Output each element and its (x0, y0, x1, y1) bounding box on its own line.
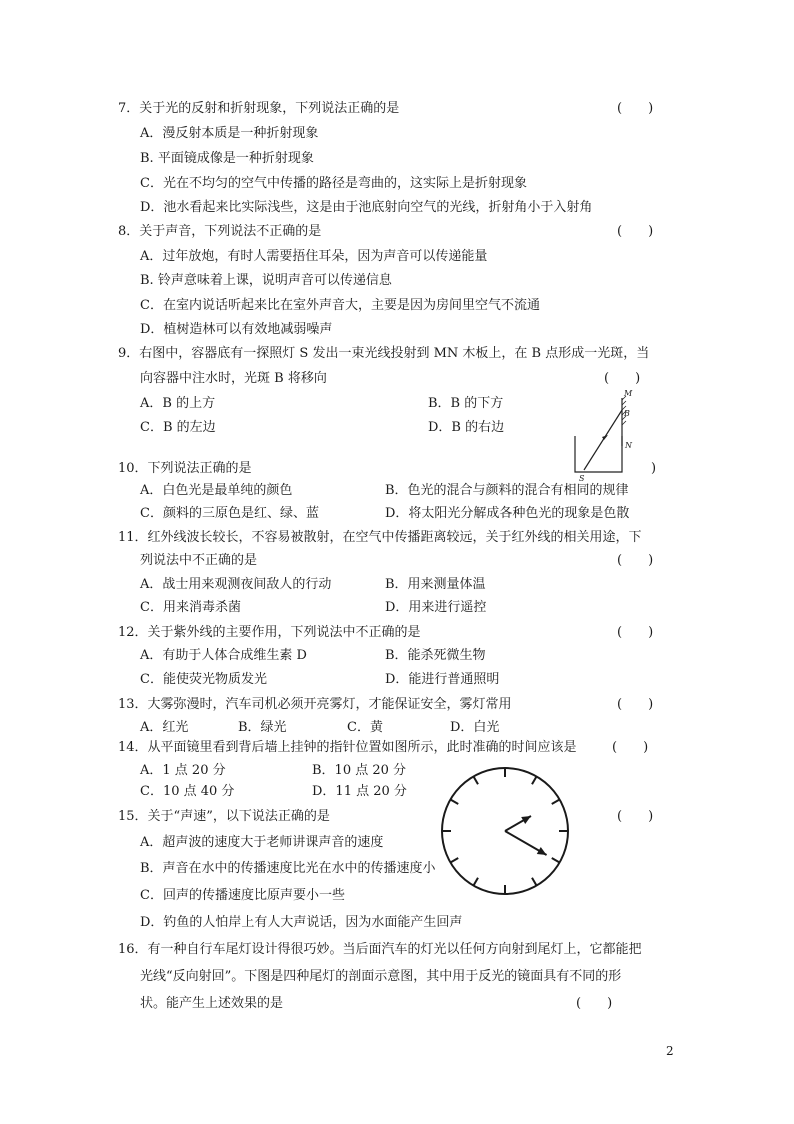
clock-tick (450, 858, 458, 863)
q7-option-d: D．池水看起来比实际浅些，这是由于池底射向空气的光线，折射角小于入射角 (140, 200, 593, 215)
point-b-label: B (624, 409, 630, 418)
q9-option-d: D．B 的右边 (428, 420, 505, 435)
q8-option-c: C．在室内说话听起来比在室外声音大，主要是因为房间里空气不流通 (140, 298, 540, 313)
clock-tick (532, 878, 537, 886)
point-s-label: S (579, 474, 585, 483)
q8-stem: 8．关于声音，下列说法不正确的是 (118, 224, 322, 239)
q14-option-a: A．1 点 20 分 (140, 763, 226, 778)
point-n-label: N (625, 441, 632, 450)
q7-stem: 7．关于光的反射和折射现象，下列说法正确的是 (118, 101, 400, 116)
q14-answer-bracket: ( ) (612, 740, 649, 755)
q7-option-c: C．光在不均匀的空气中传播的路径是弯曲的，这实际上是折射现象 (140, 176, 527, 191)
q12-option-c: C．能使荧光物质发光 (140, 672, 267, 687)
q12-stem: 12．关于紫外线的主要作用，下列说法中不正确的是 (118, 625, 421, 640)
q16-stem: 16．有一种自行车尾灯设计得很巧妙。当后面汽车的灯光以任何方向射到尾灯上，它都能把 (118, 942, 642, 957)
clock-tick (552, 800, 560, 805)
q8-option-b: B. 铃声意味着上课，说明声音可以传递信息 (140, 273, 392, 288)
q14-stem: 14．从平面镜里看到背后墙上挂钟的指针位置如图所示，此时准确的时间应该是 (118, 740, 577, 755)
q8-option-d: D．植树造林可以有效地减弱噪声 (140, 322, 333, 337)
q10-option-a: A．白色光是最单纯的颜色 (140, 483, 293, 498)
q10-stem: 10．下列说法正确的是 (118, 461, 252, 476)
q12-option-a: A．有助于人体合成维生素 D (140, 648, 307, 663)
q10-option-c: C．颜料的三原色是红、绿、蓝 (140, 506, 319, 521)
q14-option-c: C．10 点 40 分 (140, 784, 235, 799)
q12-option-b: B．能杀死微生物 (385, 648, 486, 663)
q15-option-d: D．钓鱼的人怕岸上有人大声说话，因为水面能产生回声 (140, 915, 463, 930)
q8-option-a: A．过年放炮，有时人需要捂住耳朵，因为声音可以传递能量 (140, 249, 488, 264)
q7-option-b: B. 平面镜成像是一种折射现象 (140, 151, 314, 166)
q15-answer-bracket: ( ) (617, 809, 654, 824)
q14-option-d: D．11 点 20 分 (312, 784, 407, 799)
q13-option-a: A．红光 (140, 720, 189, 735)
q11-stem: 11．红外线波长较长，不容易被散射，在空气中传播距离较远，关于红外线的相关用途，下 (118, 530, 642, 545)
q16-stem-line3: 状。能产生上述效果的是 (140, 996, 284, 1011)
clock-tick (532, 776, 537, 784)
q7-option-a: A．漫反射本质是一种折射现象 (140, 126, 319, 141)
q15-option-a: A．超声波的速度大于老师讲课声音的速度 (140, 835, 384, 850)
point-m-label: M (624, 389, 633, 398)
q8-answer-bracket: ( ) (617, 224, 654, 239)
clock-tick (474, 776, 479, 784)
q9-answer-bracket: ( ) (604, 371, 641, 386)
q11-option-b: B．用来测量体温 (385, 577, 486, 592)
clock-tick (474, 878, 479, 886)
clock-tick (552, 858, 560, 863)
q15-option-b: B．声音在水中的传播速度比光在水中的传播速度小 (140, 861, 436, 876)
q16-answer-bracket: ( ) (576, 996, 613, 1011)
q7-answer-bracket: ( ) (617, 101, 654, 116)
q12-answer-bracket: ( ) (617, 625, 654, 640)
q13-answer-bracket: ( ) (617, 697, 654, 712)
page-number: 2 (666, 1044, 674, 1058)
q14-option-b: B．10 点 20 分 (312, 763, 407, 778)
mirror-clock-figure (438, 764, 572, 898)
q13-option-d: D．白光 (450, 720, 500, 735)
q11-option-d: D．用来进行遥控 (385, 600, 487, 615)
q15-option-c: C．回声的传播速度比原声要小一些 (140, 888, 345, 903)
q13-option-c: C．黄 (347, 720, 383, 735)
q10-answer-bracket: ) (651, 461, 657, 476)
q9-option-b: B．B 的下方 (428, 396, 504, 411)
q10-option-b: B．色光的混合与颜料的混合有相同的规律 (385, 483, 629, 498)
q11-answer-bracket: ( ) (617, 553, 654, 568)
q13-option-b: B．绿光 (238, 720, 287, 735)
q9-stem-line2: 向容器中注水时，光斑 B 将移向 (140, 371, 327, 386)
q11-option-a: A．战士用来观测夜间敌人的行动 (140, 577, 332, 592)
q9-stem: 9．右图中，容器底有一探照灯 S 发出一束光线投射到 MN 木板上，在 B 点形成一光斑，当 (118, 346, 650, 361)
q9-option-c: C．B 的左边 (140, 420, 216, 435)
q9-option-a: A．B 的上方 (140, 396, 216, 411)
q11-option-c: C．用来消毒杀菌 (140, 600, 241, 615)
q15-stem: 15．关于“声速”，以下说法正确的是 (118, 809, 330, 824)
clock-tick (450, 800, 458, 805)
container-light-figure (570, 388, 633, 483)
q16-stem-line2: 光线“反向射回”。下图是四种尾灯的剖面示意图，其中用于反光的镜面具有不同的形 (140, 969, 622, 984)
q12-option-d: D．能进行普通照明 (385, 672, 500, 687)
q13-stem: 13．大雾弥漫时，汽车司机必须开亮雾灯，才能保证安全，雾灯常用 (118, 697, 512, 712)
q11-stem-line2: 列说法中不正确的是 (140, 553, 258, 568)
q10-option-d: D．将太阳光分解成各种色光的现象是色散 (385, 506, 630, 521)
